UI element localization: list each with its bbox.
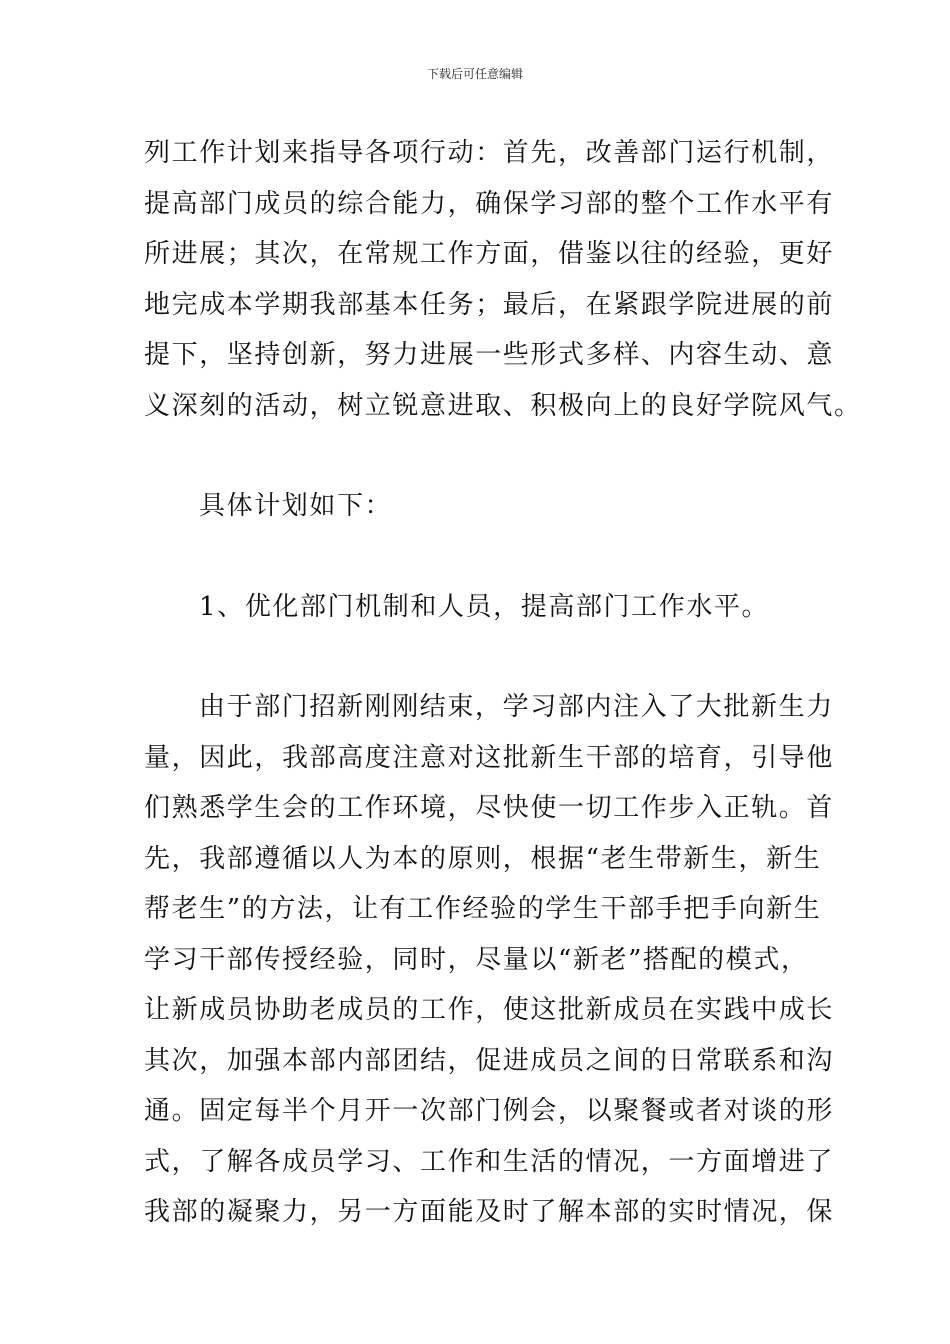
paragraph-line: 我部的凝聚力，另一方面能及时了解本部的实时情况，保 <box>144 1197 835 1227</box>
paragraph-line: 式，了解各成员学习、工作和生活的情况，一方面增进了 <box>144 1146 835 1177</box>
paragraph-gap <box>144 532 808 582</box>
paragraph-line: 们熟悉学生会的工作环境，尽快使一切工作步入正轨。首 <box>144 793 835 823</box>
paragraph-line: 通。固定每半个月开一次部门例会，以聚餐或者对谈的形 <box>144 1096 835 1126</box>
paragraph-gap <box>144 632 808 682</box>
header-note: 下载后可任意编辑 <box>426 67 523 81</box>
item-1-heading: 1、优化部门机制和人员，提高部门工作水平。 <box>199 591 770 622</box>
paragraph-line: 义深刻的活动，树立锐意进取、积极向上的良好学院风气。 <box>144 390 862 421</box>
paragraph-line: 地完成本学期我部基本任务；最后，在紧跟学院进展的前 <box>144 289 835 320</box>
plan-heading: 具体计划如下： <box>199 491 393 521</box>
paragraph-line: 所进展；其次，在常规工作方面，借鉴以往的经验，更好 <box>144 239 835 269</box>
paragraph-2 <box>144 682 835 1238</box>
paragraph-line: 量，因此，我部高度注意对这批新生干部的培育，引导他 <box>144 742 835 773</box>
paragraph-gap <box>144 431 808 481</box>
paragraph-1 <box>144 128 862 431</box>
paragraph-line: 提下，坚持创新，努力进展一些形式多样、内容生动、意 <box>144 340 835 370</box>
paragraph-line: 让新成员协助老成员的工作，使这批新成员在实践中成长 <box>144 995 835 1025</box>
paragraph-line: 列工作计划来指导各项行动：首先，改善部门运行机制， <box>144 138 835 168</box>
document-body <box>144 128 862 1238</box>
paragraph-line: 先，我部遵循以人为本的原则，根据“老生带新生，新生 <box>144 843 822 874</box>
paragraph-line: 帮老生”的方法，让有工作经验的学生干部手把手向新生 <box>144 894 822 924</box>
paragraph-line: 学习干部传授经验，同时，尽量以“新老”搭配的模式， <box>144 944 809 975</box>
paragraph-line: 由于部门招新刚刚结束，学习部内注入了大批新生力 <box>199 692 834 722</box>
paragraph-line: 其次，加强本部内部团结，促进成员之间的日常联系和沟 <box>144 1045 835 1076</box>
paragraph-line: 提高部门成员的综合能力，确保学习部的整个工作水平有 <box>144 188 835 219</box>
